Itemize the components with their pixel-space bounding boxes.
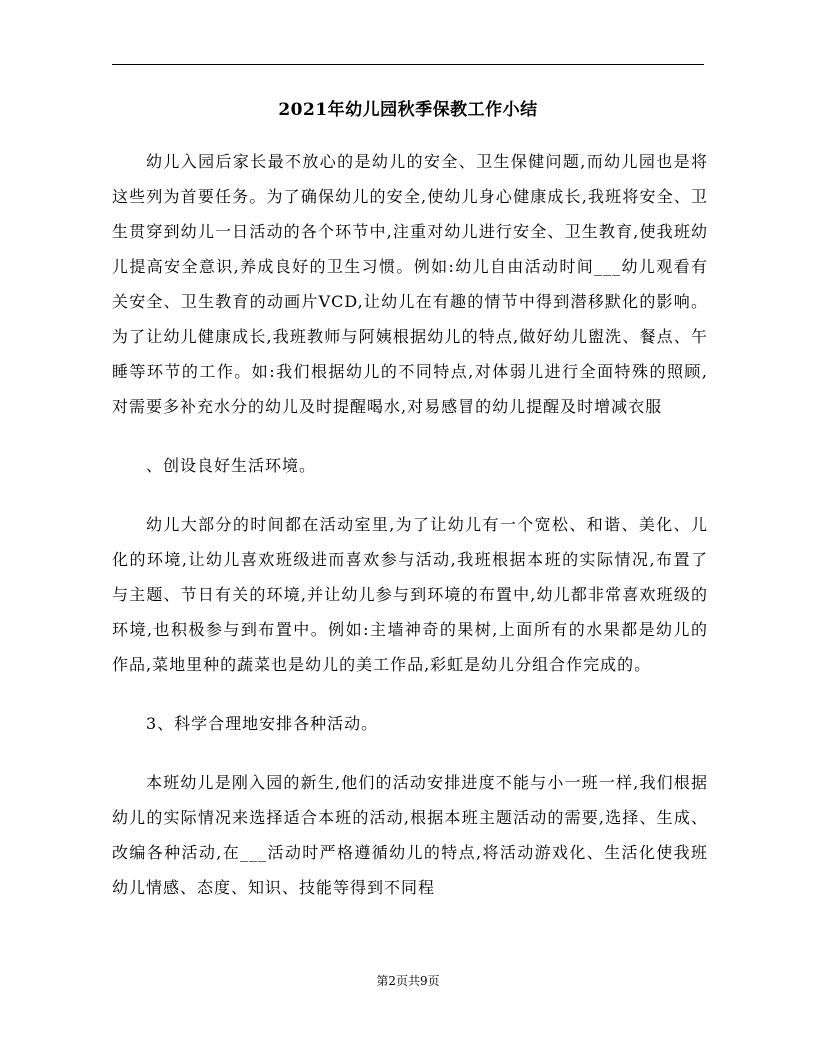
document-title: 2021年幼儿园秋季保教工作小结	[278, 100, 538, 120]
page-footer: 第2页共9页	[376, 974, 440, 988]
header-rule	[112, 64, 704, 65]
paragraph-safety-hygiene: 幼儿入园后家长最不放心的是幼儿的安全、卫生保健问题,而幼儿园也是将这些列为首要任务。为了确保幼儿的安全,使幼儿身心健康成长,我班将安全、卫生贯穿到幼儿一日活动的各个环节中,注重对幼儿进行安全、卫生教育,使我班幼儿提高安全意识,养成良好的卫生习惯。例如:幼儿自由活动时间___幼儿观看有关安全、卫生教育的动画片VCD,让幼儿在有趣的情节中得到潜移默化的影响。为了让幼儿健康成长,我班教师与阿姨根据幼儿的特点,做好幼儿盥洗、餐点、午睡等环节的工作。如:我们根据幼儿的不同特点,对体弱儿进行全面特殊的照顾,对需要多补充水分的幼儿及时提醒喝水,对易感冒的幼儿提醒及时增减衣服	[112, 152, 708, 416]
heading-living-environment: 、创设良好生活环境。	[146, 456, 317, 475]
document-body	[112, 144, 708, 905]
heading-activities: 3、科学合理地安排各种活动。	[146, 714, 379, 733]
paragraph-environment: 幼儿大部分的时间都在活动室里,为了让幼儿有一个宽松、和谐、美化、儿化的环境,让幼儿喜欢班级进而喜欢参与活动,我班根据本班的实际情况,布置了与主题、节日有关的环境,并让幼儿参与到环境的布置中,幼儿都非常喜欢班级的环境,也积极参与到布置中。例如:主墙神奇的果树,上面所有的水果都是幼儿的作品,菜地里种的蔬菜也是幼儿的美工作品,彩虹是幼儿分组合作完成的。	[112, 515, 708, 674]
paragraph-activities: 本班幼儿是刚入园的新生,他们的活动安排进度不能与小一班一样,我们根据幼儿的实际情况来选择适合本班的活动,根据本班主题活动的需要,选择、生成、改编各种活动,在___活动时严格遵循幼儿的特点,将活动游戏化、生活化使我班幼儿情感、态度、知识、技能等得到不同程	[112, 773, 708, 897]
